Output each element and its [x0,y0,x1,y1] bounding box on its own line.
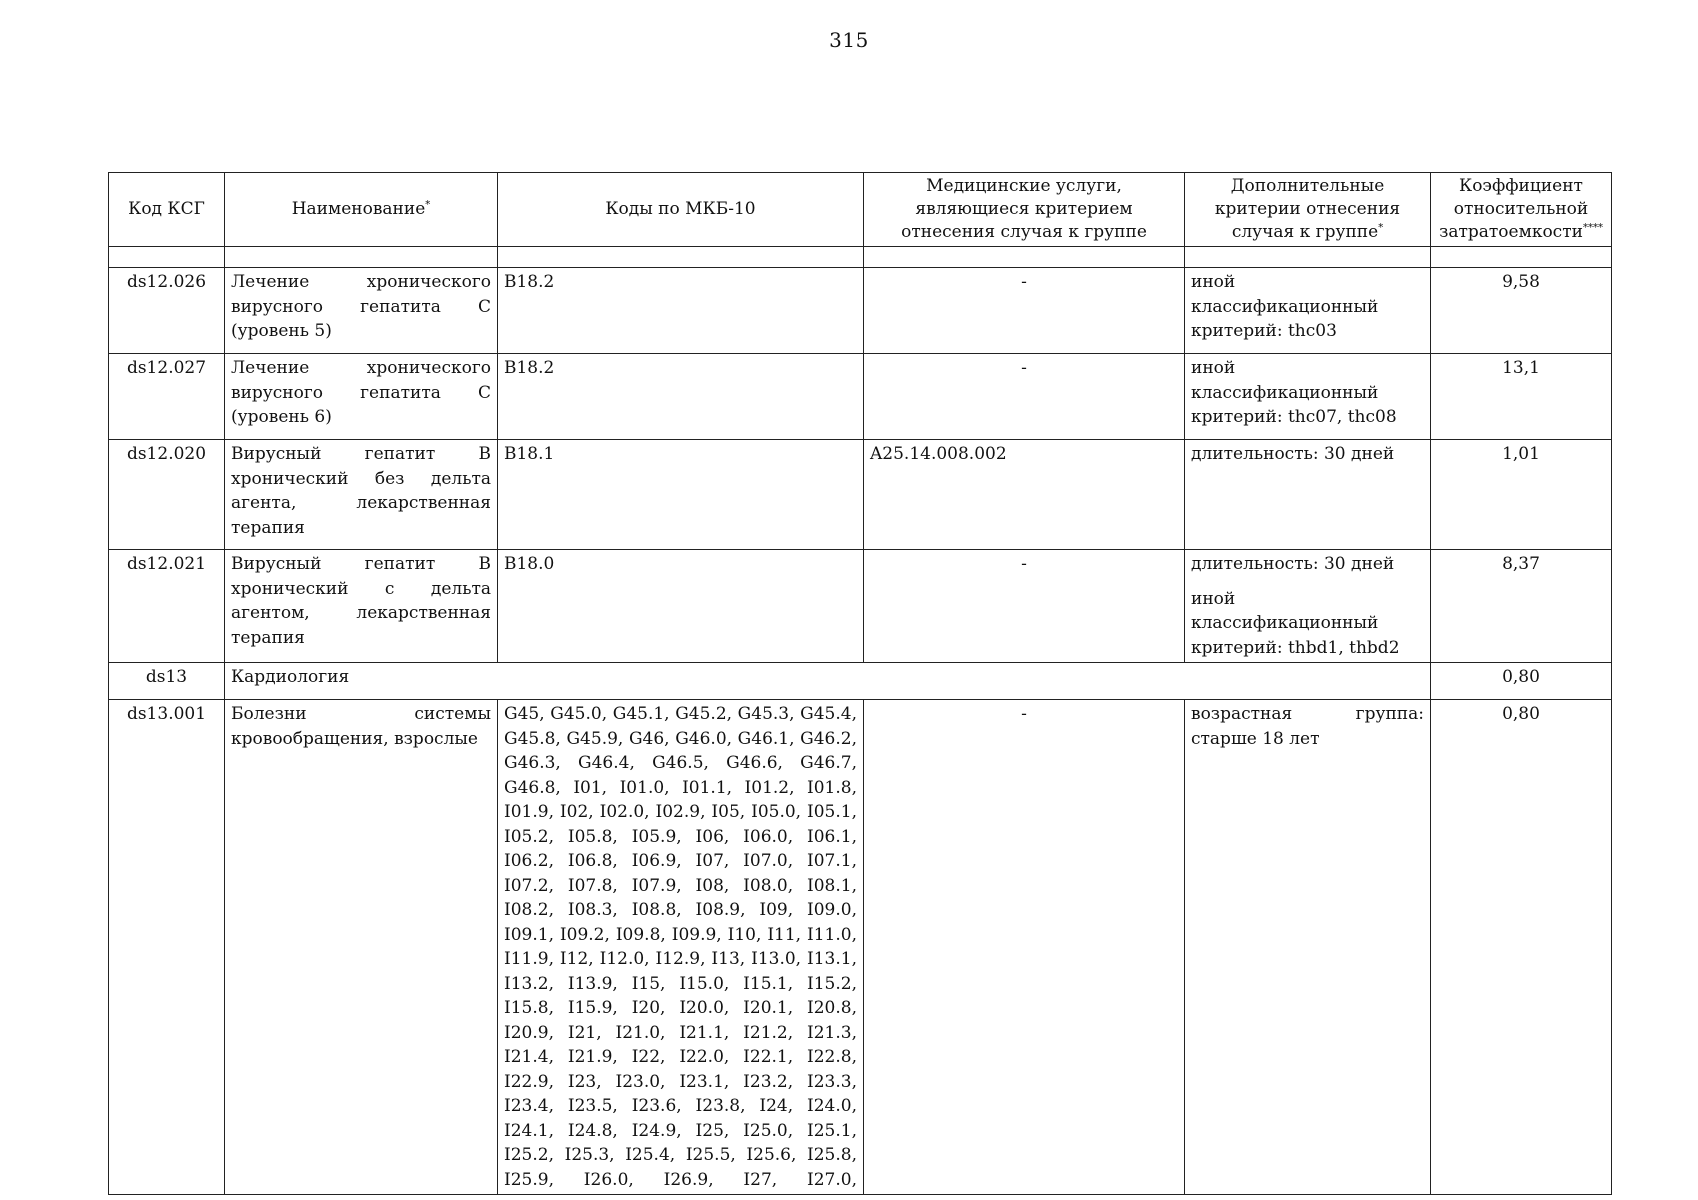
spacer-row [109,247,1612,268]
ksg-name: Вирусный гепатит B хронический с дельта агентом, лекарственная терапия [225,550,498,663]
cost-coefficient: 9,58 [1431,268,1612,354]
extra-criteria: иной классификационный критерий: thc03 [1185,268,1431,354]
extra-criteria: длительность: 30 дней иной классификационный критерий: thbd1, thbd2 [1185,550,1431,663]
header-name: Наименование* [225,173,498,247]
table-row [109,440,1612,550]
extra-criteria: длительность: 30 дней [1185,440,1431,550]
ksg-name: Лечение хронического вирусного гепатита C (уровень 6) [225,354,498,440]
ksg-name: Лечение хронического вирусного гепатита C (уровень 5) [225,268,498,354]
medical-services: - [864,550,1185,663]
header-code: Код КСГ [109,173,225,247]
section-row [109,663,1612,700]
header-mkb: Коды по МКБ-10 [498,173,864,247]
ksg-code: ds12.026 [109,268,225,354]
mkb-codes: B18.1 [498,440,864,550]
header-coef: Коэффициент относительной затратоемкости**** [1431,173,1612,247]
medical-services: A25.14.008.002 [864,440,1185,550]
mkb-codes: B18.2 [498,354,864,440]
cost-coefficient: 1,01 [1431,440,1612,550]
ksg-code: ds13.001 [109,700,225,1195]
ksg-name: Болезни системы кровообращения, взрослые [225,700,498,1195]
cost-coefficient: 13,1 [1431,354,1612,440]
mkb-codes: G45, G45.0, G45.1, G45.2, G45.3, G45.4, G45.8, G45.9, G46, G46.0, G46.1, G46.2, G46.3, G46.4, G46.5, G46.6, G46.7, G46.8, I01, I01.0, I01.1, I01.2, I01.8, I01.9, I02, I02.0, I02.9, I05, I05.0, I05.1, I05.2, I05.8, I05.9, I06, I06.0, I06.1, I06.2, I06.8, I06.9, I07, I07.0, I07.1, I07.2, I07.8, I07.9, I08, I08.0, I08.1, I08.2, I08.3, I08.8, I08.9, I09, I09.0, I09.1, I09.2, I09.8, I09.9, I10, I11, I11.0, I11.9, I12, I12.0, I12.9, I13, I13.0, I13.1, I13.2, I13.9, I15, I15.0, I15.1, I15.2, I15.8, I15.9, I20, I20.0, I20.1, I20.8, I20.9, I21, I21.0, I21.1, I21.2, I21.3, I21.4, I21.9, I22, I22.0, I22.1, I22.8, I22.9, I23, I23.0, I23.1, I23.2, I23.3, I23.4, I23.5, I23.6, I23.8, I24, I24.0, I24.1, I24.8, I24.9, I25, I25.0, I25.1, I25.2, I25.3, I25.4, I25.5, I25.6, I25.8, I25.9, I26.0, I26.9, I27, I27.0, [498,700,864,1195]
table-row [109,700,1612,1195]
medical-services: - [864,700,1185,1195]
section-name: Кардиология [225,663,1431,700]
cost-coefficient: 8,37 [1431,550,1612,663]
table-row [109,550,1612,663]
cost-coefficient: 0,80 [1431,700,1612,1195]
mkb-codes: B18.2 [498,268,864,354]
medical-services: - [864,268,1185,354]
section-coefficient: 0,80 [1431,663,1612,700]
extra-criteria: иной классификационный критерий: thc07, thc08 [1185,354,1431,440]
medical-services: - [864,354,1185,440]
ksg-code: ds12.020 [109,440,225,550]
ksg-table [108,172,1612,1195]
header-services: Медицинские услуги, являющиеся критерием отнесения случая к группе [864,173,1185,247]
section-code: ds13 [109,663,225,700]
mkb-codes: B18.0 [498,550,864,663]
table-row [109,268,1612,354]
table-row [109,354,1612,440]
ksg-code: ds12.021 [109,550,225,663]
ksg-name: Вирусный гепатит B хронический без дельта агента, лекарственная терапия [225,440,498,550]
header-row [109,173,1612,247]
page-number: 315 [829,28,869,52]
ksg-code: ds12.027 [109,354,225,440]
extra-criteria: возрастная группа: старше 18 лет [1185,700,1431,1195]
header-criteria: Дополнительные критерии отнесения случая к группе* [1185,173,1431,247]
